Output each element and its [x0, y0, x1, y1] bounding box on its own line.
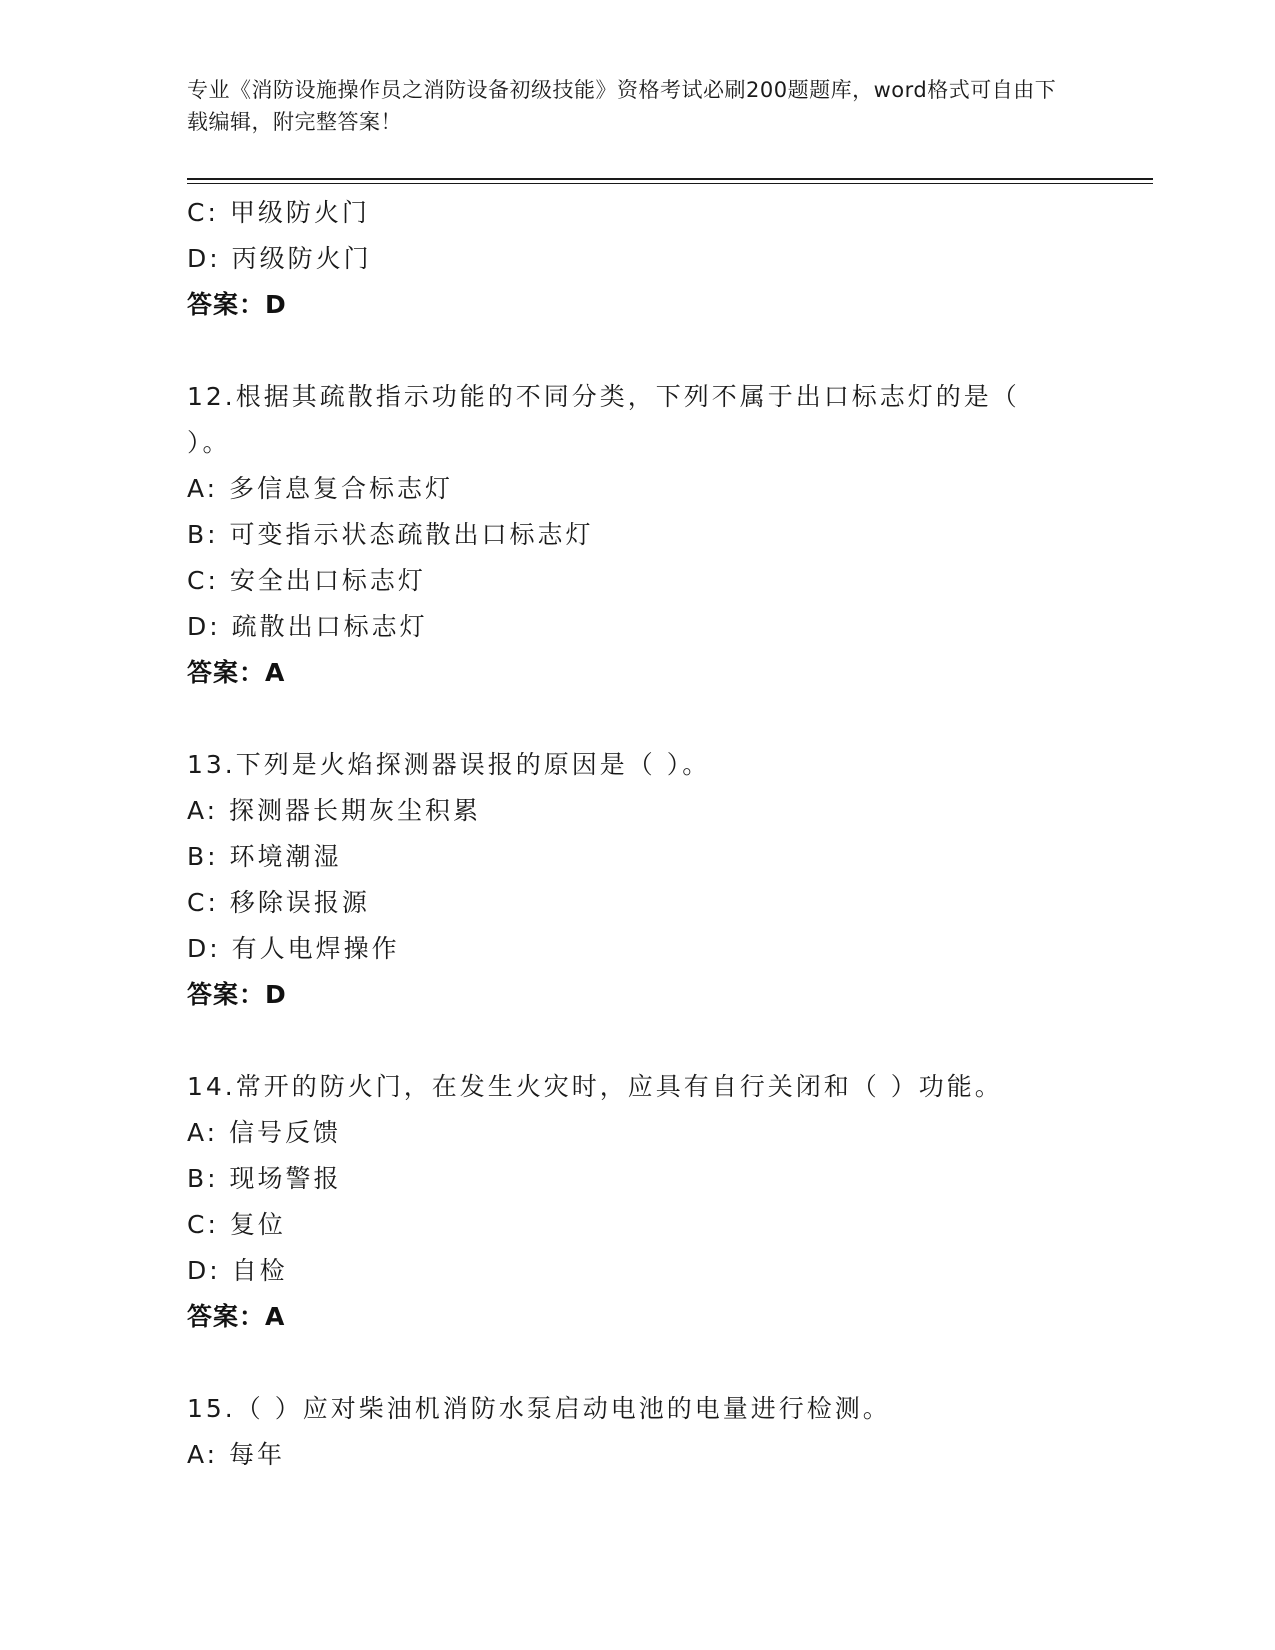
- answer-line: 答案：A: [187, 1302, 286, 1331]
- option-d: D: 丙级防火门: [187, 244, 372, 273]
- spacer: [187, 1018, 1067, 1064]
- option-a: A: 多信息复合标志灯: [187, 474, 454, 503]
- option-d: D: 疏散出口标志灯: [187, 612, 428, 641]
- option-c: C: 甲级防火门: [187, 198, 370, 227]
- option-c: C: 移除误报源: [187, 888, 370, 917]
- document-header-title: 专业《消防设施操作员之消防设备初级技能》资格考试必刷200题题库，word格式可自由下载编辑，附完整答案！: [187, 78, 1057, 134]
- question-15: [187, 1386, 1067, 1478]
- spacer: [187, 328, 1067, 374]
- question-14: [187, 1064, 1067, 1340]
- option-b: B: 现场警报: [187, 1164, 342, 1193]
- question-11-continued: [187, 190, 1067, 328]
- header-divider-thin: [187, 183, 1153, 184]
- option-c: C: 复位: [187, 1210, 286, 1239]
- option-c: C: 安全出口标志灯: [187, 566, 426, 595]
- spacer: [187, 1340, 1067, 1386]
- option-d: D: 有人电焊操作: [187, 934, 400, 963]
- option-b: B: 可变指示状态疏散出口标志灯: [187, 520, 594, 549]
- spacer: [187, 696, 1067, 742]
- option-d: D: 自检: [187, 1256, 288, 1285]
- option-a: A: 探测器长期灰尘积累: [187, 796, 482, 825]
- option-a: A: 每年: [187, 1440, 286, 1469]
- answer-line: 答案：A: [187, 658, 286, 687]
- question-13: [187, 742, 1067, 1018]
- option-b: B: 环境潮湿: [187, 842, 342, 871]
- question-stem: 14.常开的防火门，在发生火灾时，应具有自行关闭和（ ）功能。: [187, 1072, 1003, 1101]
- question-stem: 13.下列是火焰探测器误报的原因是（ ）。: [187, 750, 711, 779]
- question-stem: 12.根据其疏散指示功能的不同分类，下列不属于出口标志灯的是（ ）。: [187, 382, 1020, 457]
- option-a: A: 信号反馈: [187, 1118, 342, 1147]
- header-divider-thick: [187, 178, 1153, 180]
- answer-line: 答案：D: [187, 980, 287, 1009]
- question-12: [187, 374, 1067, 696]
- question-list: [187, 190, 1067, 1478]
- question-stem: 15.（ ）应对柴油机消防水泵启动电池的电量进行检测。: [187, 1394, 891, 1423]
- answer-line: 答案：D: [187, 290, 287, 319]
